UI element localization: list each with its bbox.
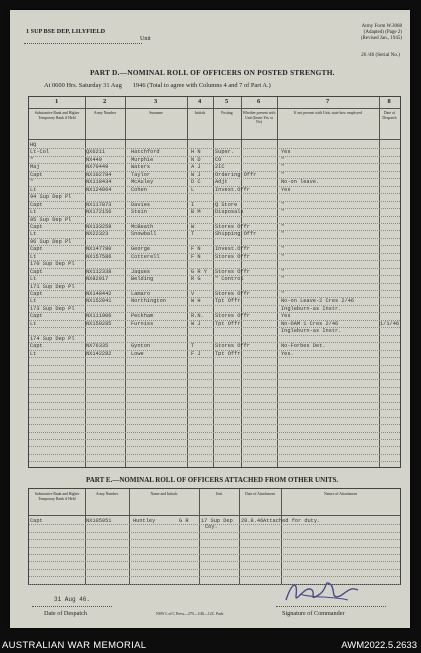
row-rule bbox=[29, 283, 400, 284]
cell-surname: Taylor bbox=[131, 171, 151, 178]
row-rule bbox=[29, 305, 400, 306]
cell-surname: Hatchford bbox=[131, 149, 160, 156]
cell-note: " bbox=[281, 223, 285, 230]
cell-post: 2IC bbox=[215, 164, 225, 171]
cell-init: T bbox=[191, 343, 195, 350]
cell-init: I bbox=[191, 201, 195, 208]
cell-rank: Lt bbox=[30, 276, 37, 283]
column-header: Surname bbox=[149, 111, 163, 115]
cell-surname: Lamaro bbox=[131, 291, 151, 297]
cell-note: " bbox=[281, 156, 285, 163]
cell-note: Yes. bbox=[281, 350, 294, 357]
cell-note: Ingleburn-as Instr. bbox=[281, 328, 342, 335]
cell-rank: Maj bbox=[30, 164, 40, 171]
despatch-date: 31 Aug 46. bbox=[54, 596, 91, 603]
cell-note: No-on Leave-2 Cres 2/46 bbox=[281, 298, 355, 305]
cell-surname: Lowe bbox=[131, 350, 144, 357]
cell-rank: " bbox=[30, 156, 34, 163]
row-rule bbox=[29, 561, 400, 562]
column-number: 7 bbox=[326, 98, 330, 105]
cell-note: " bbox=[281, 231, 285, 238]
row-rule bbox=[29, 532, 400, 533]
cell-surname: Stein bbox=[131, 209, 147, 216]
signature-scrawl bbox=[278, 576, 368, 608]
column-header: Army Number bbox=[95, 492, 119, 496]
cell-note: " bbox=[281, 201, 285, 208]
row-rule bbox=[29, 357, 400, 358]
at-year: 1946 bbox=[132, 82, 146, 89]
cell-post: Invest.Offr bbox=[215, 186, 250, 193]
cell-post: Tpt Offr bbox=[215, 298, 241, 305]
cell-surname: Waters bbox=[131, 164, 151, 171]
cell-surname: McAuley bbox=[131, 179, 154, 186]
form-page bbox=[10, 10, 410, 628]
cell-num: NX118434 bbox=[86, 179, 112, 186]
at-line-prefix: At 0600 Hrs. Saturday bbox=[44, 82, 102, 89]
row-rule bbox=[29, 387, 400, 388]
cell-post: Disposals bbox=[215, 209, 244, 216]
cell-num: NX148442 bbox=[86, 291, 112, 297]
cell-init: W bbox=[191, 223, 195, 230]
cell-init: G R bbox=[179, 518, 189, 524]
row-rule bbox=[29, 439, 400, 440]
column-number: 5 bbox=[225, 98, 229, 105]
cell-post: Invest.Offr bbox=[215, 246, 250, 253]
at-line-suffix: (Total to agree with Columns 4 and 7 of Part A.) bbox=[147, 82, 271, 89]
row-rule bbox=[29, 432, 400, 433]
cell-post: Q Store bbox=[215, 201, 238, 208]
cell-rank: 171 Sup Dep Pl bbox=[30, 283, 75, 290]
cell-surname: Northington bbox=[131, 298, 166, 305]
row-rule bbox=[29, 454, 400, 455]
cell-surname: Murphie bbox=[131, 156, 154, 163]
row-rule bbox=[29, 238, 400, 239]
column-header: Whether present with Unit (Insert Yes or No) bbox=[242, 111, 276, 125]
part-d-table bbox=[28, 96, 401, 468]
cell-rank: 170 Sup Dep Pl bbox=[30, 261, 75, 268]
cell-num: NX111906 bbox=[86, 313, 112, 320]
cell-surname: Belding bbox=[131, 276, 154, 283]
cell-date: 1/1/46 bbox=[380, 320, 400, 327]
row-rule bbox=[29, 372, 400, 373]
column-number: 2 bbox=[103, 98, 107, 105]
part-e-title: PART E.—NOMINAL ROLL OF OFFICERS ATTACHED FROM OTHER UNITS. bbox=[86, 476, 339, 484]
cell-post: Tpt Offr bbox=[215, 320, 241, 327]
cell-note: " bbox=[281, 246, 285, 253]
archive-id: AWM2022.5.2633 bbox=[341, 640, 417, 651]
cell-rank: Capt bbox=[30, 201, 43, 208]
cell-surname: Cotterell bbox=[131, 253, 160, 260]
cell-post: Adjt bbox=[215, 179, 228, 186]
unit-label: Unit bbox=[140, 36, 151, 42]
column-number: 6 bbox=[257, 98, 261, 105]
cell-note: " bbox=[281, 268, 285, 275]
cell-rank: 96 Sup Dep Pl bbox=[30, 238, 72, 245]
column-header: Initials bbox=[194, 111, 206, 115]
cell-init: W H bbox=[191, 298, 201, 305]
column-header: Name and Initials bbox=[150, 492, 178, 496]
cell-num: NX133259 bbox=[86, 223, 112, 230]
cell-init: F N bbox=[191, 246, 201, 253]
cell-num: NX172156 bbox=[86, 209, 112, 216]
cell-rank: 95 Sup Dep Pl bbox=[30, 216, 72, 223]
cell-nature: Attached for duty. bbox=[263, 518, 321, 524]
part-d-title: PART D.—NOMINAL ROLL OF OFFICERS ON POSTED STRENGTH. bbox=[90, 68, 335, 77]
cell-num: NX124064 bbox=[86, 186, 112, 193]
cell-surname: Gynton bbox=[131, 343, 151, 350]
cell-post: Stores Offr bbox=[215, 343, 250, 350]
cell-post: Stores Offr bbox=[215, 223, 250, 230]
cell-num: NX105951 bbox=[86, 518, 112, 524]
row-rule bbox=[29, 394, 400, 395]
cell-post: Ordering Offr bbox=[215, 171, 257, 178]
column-header: Substantive Rank and Higher Temporary Rank if Held bbox=[34, 111, 80, 120]
cell-rank: Capt bbox=[30, 291, 43, 297]
cell-rank: 94 Sup Dep Pl bbox=[30, 194, 72, 201]
cell-init: W J bbox=[191, 171, 201, 178]
form-reference bbox=[361, 24, 402, 42]
cell-post: Super. bbox=[215, 149, 235, 156]
cell-rank: Capt bbox=[30, 268, 43, 275]
cell-init: G R Y bbox=[191, 268, 207, 275]
cell-rank: HQ bbox=[30, 142, 37, 148]
cell-init: R.N. bbox=[191, 313, 204, 320]
cell-num: NX157586 bbox=[86, 253, 112, 260]
serial-number: 26 /46 (Serial No.) bbox=[361, 52, 400, 58]
cell-rank: Capt bbox=[30, 223, 43, 230]
cell-post: Tpt Offr bbox=[215, 350, 241, 357]
cell-rank: Capt bbox=[30, 246, 43, 253]
header-divider bbox=[29, 139, 400, 140]
column-number: 3 bbox=[154, 98, 158, 105]
column-number: 4 bbox=[198, 98, 202, 105]
cell-init: W J bbox=[191, 320, 201, 327]
cell-num: NX102784 bbox=[86, 171, 112, 178]
printer-imprint: NSW L of C Press—279—1/46—12C. Pads bbox=[156, 612, 224, 616]
column-header: Substantive Rank and Higher Temporary Rank if Held bbox=[34, 492, 80, 501]
row-rule bbox=[29, 461, 400, 462]
unit-underline bbox=[24, 43, 142, 44]
cell-post: CO bbox=[215, 156, 222, 163]
row-rule bbox=[29, 569, 400, 570]
row-rule bbox=[29, 446, 400, 447]
cell-init: L bbox=[191, 186, 195, 193]
cell-note: Yes bbox=[281, 313, 291, 320]
cell-init: F J bbox=[191, 350, 201, 357]
cell-init: T bbox=[191, 231, 195, 238]
cell-rank: Lt bbox=[30, 350, 37, 357]
at-line bbox=[44, 82, 271, 89]
row-rule bbox=[29, 554, 400, 555]
cell-init: B M bbox=[191, 209, 201, 216]
cell-num: NX142282 bbox=[86, 350, 112, 357]
cell-init: D C bbox=[191, 179, 201, 186]
row-rule bbox=[29, 260, 400, 261]
row-rule bbox=[29, 379, 400, 380]
form-ref-line: (Adapted) (Page 2) bbox=[363, 30, 402, 35]
cell-note: Yes bbox=[281, 149, 291, 156]
cell-note: Yes bbox=[281, 186, 291, 193]
cell-note: No-on leave. bbox=[281, 179, 320, 186]
at-date: 31 Aug bbox=[103, 82, 122, 89]
row-rule bbox=[29, 365, 400, 366]
cell-name: Huntley bbox=[133, 518, 156, 524]
cell-rank: Lt bbox=[30, 231, 37, 238]
column-header: Army Number bbox=[93, 111, 117, 115]
cell-note: No-OAM 1 Cres 2/46 bbox=[281, 320, 339, 327]
cell-num: NX147780 bbox=[86, 246, 112, 253]
cell-post: " Control bbox=[215, 276, 244, 283]
row-rule bbox=[29, 216, 400, 217]
cell-rank: Capt bbox=[30, 171, 43, 178]
header-divider bbox=[29, 108, 400, 109]
cell-post: Stores Offr bbox=[215, 313, 250, 320]
cell-init: H N bbox=[191, 149, 201, 156]
column-header: Posting bbox=[221, 111, 233, 115]
cell-note: " bbox=[281, 291, 285, 297]
cell-date: 28.8.46 bbox=[241, 518, 264, 524]
cell-rank: Capt bbox=[30, 518, 43, 524]
row-rule bbox=[29, 539, 400, 540]
cell-note: " bbox=[281, 209, 285, 216]
row-rule bbox=[29, 409, 400, 410]
row-rule bbox=[29, 327, 400, 328]
cell-num: NX112338 bbox=[86, 268, 112, 275]
cell-num: NX449 bbox=[86, 156, 102, 163]
column-header: If not present with Unit, state how employed bbox=[294, 111, 362, 115]
cell-init: R G bbox=[191, 276, 201, 283]
cell-num: NX70449 bbox=[86, 164, 109, 171]
column-number: 1 bbox=[55, 98, 59, 105]
cell-num: NX117873 bbox=[86, 201, 112, 208]
row-rule bbox=[29, 424, 400, 425]
cell-note: No-Forbes Det. bbox=[281, 343, 326, 350]
signature-label: Signature of Commander bbox=[282, 610, 345, 617]
cell-rank: Lt bbox=[30, 320, 37, 327]
unit-name: 1 SUP BSE DEP, LILYFIELD bbox=[26, 28, 106, 35]
signature-underline bbox=[276, 606, 386, 607]
cell-note: " bbox=[281, 253, 285, 260]
column-header: Nature of Attachment bbox=[324, 492, 357, 496]
cell-surname: George bbox=[131, 246, 151, 253]
cell-note: Ingleburn-as Instr. bbox=[281, 305, 342, 312]
cell-rank: 174 Sup Dep Pl bbox=[30, 335, 75, 342]
cell-num: NX82917 bbox=[86, 276, 109, 283]
cell-rank: 173 Sup Dep Pl bbox=[30, 305, 75, 312]
column-header: Date of Despatch bbox=[382, 111, 397, 120]
despatch-label: Date of Despatch bbox=[44, 610, 87, 617]
cell-num: NX76335 bbox=[86, 343, 109, 350]
cell-surname: McBeath bbox=[131, 223, 154, 230]
cell-init: A J bbox=[191, 164, 201, 171]
cell-post: Stores Offr bbox=[215, 268, 250, 275]
cell-rank: Lt bbox=[30, 186, 37, 193]
column-number: 8 bbox=[387, 98, 391, 105]
despatch-underline bbox=[32, 606, 112, 607]
cell-num: QX6211 bbox=[86, 149, 106, 156]
cell-post: Stores Offr bbox=[215, 253, 250, 260]
cell-rank: " bbox=[30, 179, 34, 186]
archive-credit: AUSTRALIAN WAR MEMORIAL bbox=[2, 640, 147, 651]
cell-surname: Furniss bbox=[131, 320, 154, 327]
cell-surname: Cohen bbox=[131, 186, 147, 193]
cell-rank: Lt bbox=[30, 298, 37, 305]
header-divider bbox=[29, 515, 400, 516]
row-rule bbox=[29, 193, 400, 194]
cell-rank: Lt bbox=[30, 253, 37, 260]
cell-note: " bbox=[281, 164, 285, 171]
cell-num: NX150285 bbox=[86, 320, 112, 327]
cell-rank: Lt bbox=[30, 209, 37, 216]
cell-surname: Snowball bbox=[131, 231, 157, 238]
cell-surname: Peckham bbox=[131, 313, 154, 320]
cell-init: F N bbox=[191, 253, 201, 260]
row-rule bbox=[29, 547, 400, 548]
cell-rank: Capt bbox=[30, 343, 43, 350]
cell-rank: Lt-Col bbox=[30, 149, 50, 156]
cell-init: N D bbox=[191, 156, 201, 163]
cell-surname: Davies bbox=[131, 201, 151, 208]
cell-init: V bbox=[191, 291, 195, 297]
part-e-table bbox=[28, 488, 401, 585]
cell-surname: Jaques bbox=[131, 268, 151, 275]
form-ref-line: (Revised Jan., 1945) bbox=[360, 36, 402, 41]
cell-num: NX22323 bbox=[86, 231, 109, 238]
cell-note: " bbox=[281, 276, 285, 283]
form-ref-line: Army Form W.3068 bbox=[361, 24, 402, 29]
cell-post: Stores Offr bbox=[215, 291, 250, 297]
row-rule bbox=[29, 417, 400, 418]
cell-note: " bbox=[281, 171, 285, 178]
column-header: Unit bbox=[215, 492, 223, 496]
cell-rank: Capt bbox=[30, 313, 43, 320]
cell-unit2: Coy. bbox=[205, 524, 218, 530]
cell-num: NX152041 bbox=[86, 298, 112, 305]
row-rule bbox=[29, 335, 400, 336]
cell-unit: 17 Sup Dep bbox=[201, 518, 233, 524]
column-header: Date of Attachment bbox=[245, 492, 275, 496]
row-rule bbox=[29, 402, 400, 403]
cell-post: Shipping Offr bbox=[215, 231, 257, 238]
